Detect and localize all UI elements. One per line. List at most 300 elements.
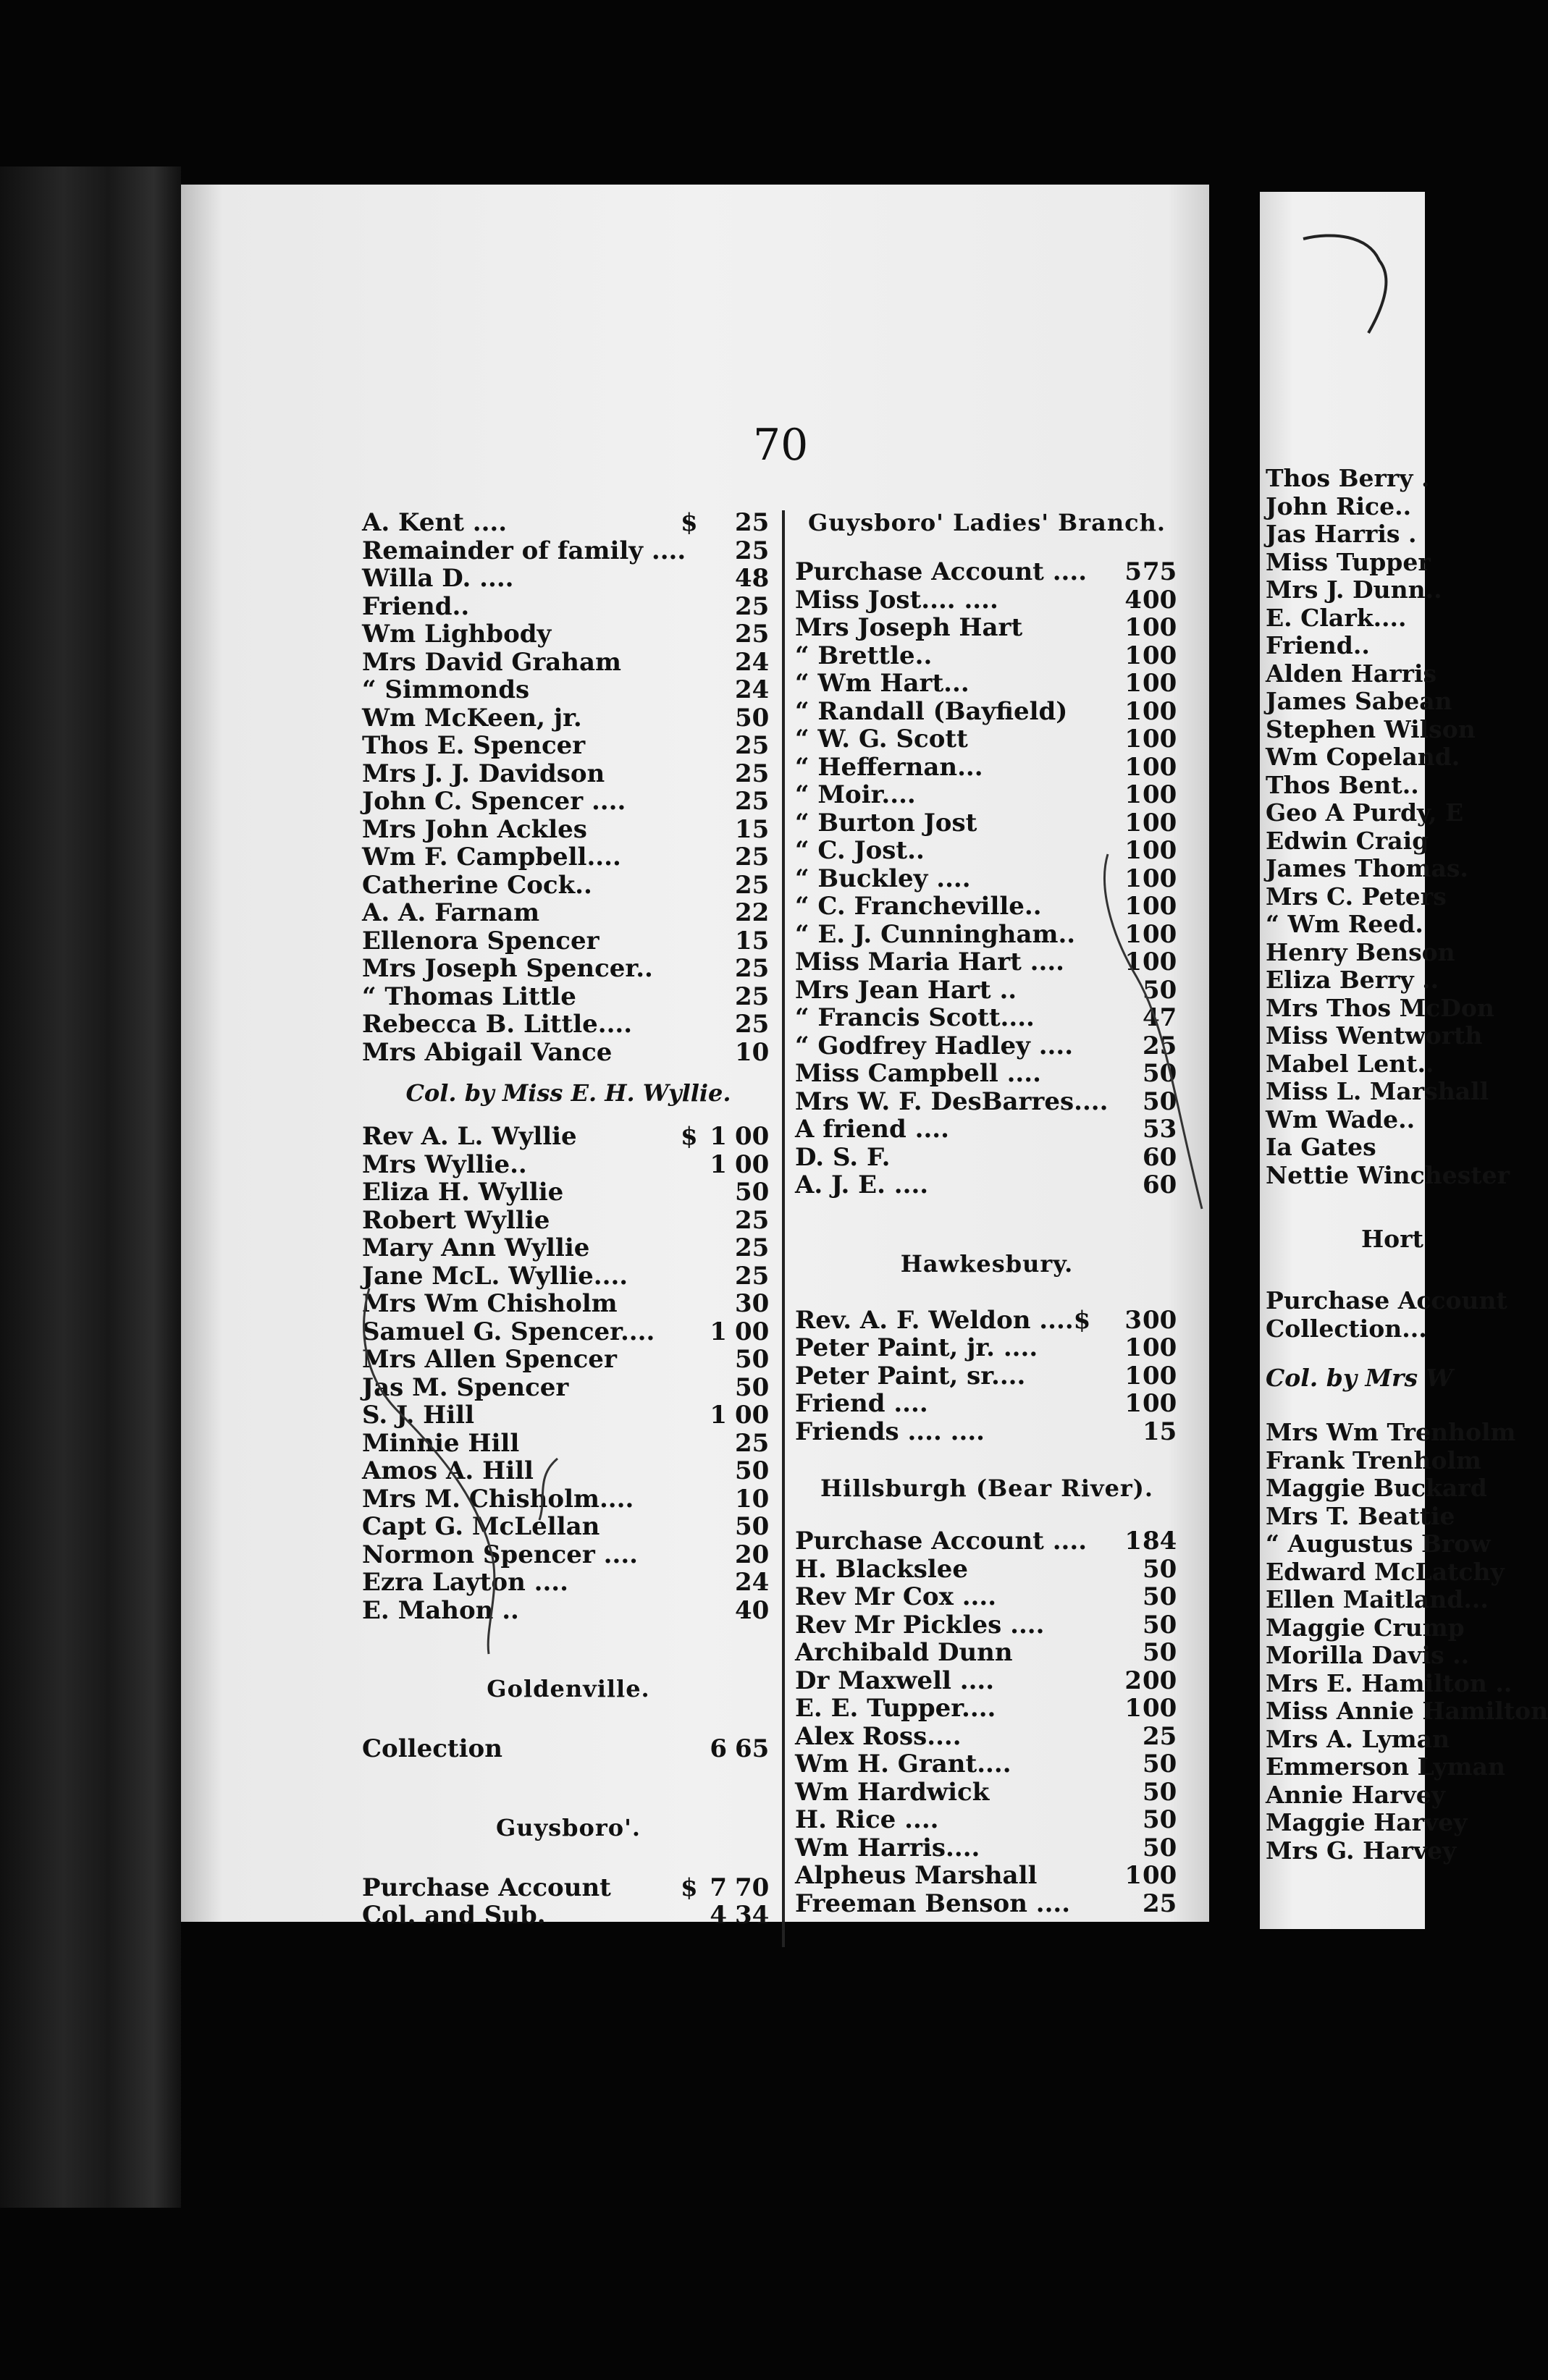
entry-row <box>362 1010 775 1039</box>
entry-row <box>795 1334 1179 1362</box>
next-page-heading: Hort <box>1361 1225 1423 1253</box>
cents-amount: 70 <box>735 1873 770 1902</box>
dollars-amount: 1 <box>1124 1527 1142 1556</box>
cents-amount: 25 <box>735 787 770 816</box>
entry-name: Miss Campbell .... <box>795 1059 1041 1088</box>
entry-name: E. E. Tupper.... <box>795 1694 996 1723</box>
entry-row <box>362 732 775 760</box>
dollars-amount: 1 <box>1124 1333 1142 1362</box>
next-page-entry: Mrs G. Harvey <box>1266 1836 1457 1865</box>
cents-amount: 48 <box>735 564 770 593</box>
next-page-entry: Mrs T. Beattie <box>1266 1501 1455 1530</box>
entry-name: Mrs Joseph Spencer.. <box>362 954 653 983</box>
entry-row <box>362 899 775 927</box>
next-page-entry: Ellen Maitland... <box>1266 1585 1489 1613</box>
section-heading-hillsburgh: Hillsburgh (Bear River). <box>820 1474 1154 1502</box>
entry-name: “ Buckley .... <box>795 864 971 893</box>
entry-name: “ Moir.... <box>795 780 916 809</box>
next-page-entry: “ Wm Reed. <box>1266 910 1423 938</box>
cents-amount: 00 <box>1143 669 1177 698</box>
entry-row <box>362 593 775 621</box>
cents-amount: 00 <box>1143 696 1177 726</box>
entry-name: “ C. Francheville.. <box>795 892 1042 921</box>
cents-amount: 50 <box>1143 1833 1177 1862</box>
entry-name: Dr Maxwell .... <box>795 1666 995 1695</box>
entry-name: Rev. A. F. Weldon ....$ <box>795 1305 1091 1335</box>
entry-row <box>362 872 775 900</box>
next-page-entry: Eliza Berry .. <box>1266 966 1439 994</box>
cents-amount: 00 <box>1143 1305 1177 1335</box>
cents-amount: 50 <box>1143 1750 1177 1778</box>
entry-row <box>362 955 775 983</box>
cents-amount: 50 <box>1143 1582 1177 1611</box>
entry-row <box>362 649 775 677</box>
next-page-entry: Stephen Wilson <box>1266 714 1476 743</box>
dollars-amount: 1 <box>1124 613 1142 642</box>
entry-row <box>795 1667 1179 1695</box>
cents-amount: 15 <box>735 926 770 955</box>
entry-row <box>362 1234 775 1262</box>
next-page-entry: Miss Wentworth <box>1266 1021 1483 1050</box>
cents-amount: 25 <box>735 982 770 1011</box>
entry-name: H. Blackslee <box>795 1554 969 1584</box>
cents-amount: 25 <box>735 1233 770 1262</box>
entry-name: Wm Lighbody <box>362 620 552 649</box>
cents-amount: 00 <box>735 1401 770 1430</box>
entry-name: Amos A. Hill <box>362 1456 534 1485</box>
cents-amount: 75 <box>1143 557 1177 586</box>
next-page-entry: John Rice.. <box>1266 491 1412 520</box>
entry-name: “ Godfrey Hadley .... <box>795 1031 1074 1060</box>
entry-row <box>795 1611 1179 1640</box>
cents-amount: 50 <box>1143 1086 1177 1116</box>
dollars-amount: 1 <box>710 1122 727 1151</box>
entry-row <box>795 725 1179 754</box>
entry-row <box>795 1695 1179 1723</box>
entry-name: Jas M. Spencer <box>362 1372 569 1402</box>
currency-symbol: $ <box>681 1873 698 1902</box>
page-gutter <box>1209 166 1260 2193</box>
next-page-entry: Maggie Buckard <box>1266 1474 1487 1502</box>
entry-name: Mrs M. Chisholm.... <box>362 1484 634 1514</box>
next-page-entry: Thos Bent.. <box>1266 770 1419 799</box>
entry-row <box>795 1750 1179 1778</box>
entry-row <box>795 1307 1179 1335</box>
next-page-entry: Mrs C. Peters <box>1266 882 1447 911</box>
left-column <box>362 509 775 1930</box>
next-page-entry: Frank Trenholm <box>1266 1446 1481 1474</box>
cents-amount: 00 <box>1143 1666 1177 1695</box>
entry-name: Wm Hardwick <box>795 1777 990 1807</box>
next-page-entry: Henry Benson <box>1266 937 1455 966</box>
entry-name: Robert Wyllie <box>362 1205 550 1235</box>
entry-name: Miss Jost.... .... <box>795 585 998 615</box>
entry-name: Purchase Account <box>362 1873 611 1902</box>
next-page-entry: Jas Harris . <box>1266 520 1417 548</box>
dollars-amount: 1 <box>1124 808 1142 837</box>
entry-name: “ Wm Hart... <box>795 669 969 698</box>
dollars-amount: 1 <box>1124 919 1142 949</box>
next-page-entry: James Sabean <box>1266 687 1452 715</box>
entry-row <box>795 1527 1179 1556</box>
cents-amount: 00 <box>735 1149 770 1179</box>
entry-row <box>795 1890 1179 1918</box>
ink-mark-right-column <box>1028 847 1209 1223</box>
page-number: 70 <box>753 420 809 470</box>
entry-name: Wm H. Grant.... <box>795 1750 1011 1778</box>
next-page-entry: Miss Tupper <box>1266 547 1431 576</box>
dollars-amount: 3 <box>1124 1305 1142 1335</box>
dollars-amount: 1 <box>1124 1389 1142 1418</box>
entry-name: Samuel G. Spencer.... <box>362 1317 655 1346</box>
cents-amount: 60 <box>1143 1170 1177 1199</box>
dollars-amount: 1 <box>1124 836 1142 865</box>
cents-amount: 00 <box>1143 919 1177 949</box>
next-page-entry: Mrs Thos McDon <box>1266 993 1494 1022</box>
cents-amount: 10 <box>735 1037 770 1067</box>
cents-amount: 15 <box>735 814 770 844</box>
dollars-amount: 1 <box>1124 780 1142 809</box>
entry-row <box>362 1207 775 1235</box>
cents-amount: 50 <box>1143 1059 1177 1088</box>
next-page-entry: Emmerson Lyman <box>1266 1752 1505 1781</box>
cents-amount: 25 <box>735 620 770 649</box>
column-divider <box>782 510 785 1947</box>
entry-row <box>362 1178 775 1207</box>
next-page-entry: Ia Gates <box>1266 1133 1376 1161</box>
next-page-entry: Miss Annie Hamilton <box>1266 1697 1548 1725</box>
entry-name: Mrs Wm Chisholm <box>362 1289 618 1318</box>
entry-name: Mary Ann Wyllie <box>362 1233 590 1262</box>
next-page-entry: Thos Berry . <box>1266 464 1430 492</box>
cents-amount: 00 <box>1143 1333 1177 1362</box>
cents-amount: 25 <box>735 1261 770 1291</box>
dollars-amount: 1 <box>710 1317 727 1346</box>
cents-amount: 50 <box>1143 1554 1177 1584</box>
cents-amount: 25 <box>735 591 770 621</box>
dollars-amount: 5 <box>1124 557 1142 586</box>
entry-row <box>362 537 775 565</box>
entry-row <box>362 843 775 872</box>
dollars-amount: 1 <box>1124 948 1142 976</box>
entry-row <box>362 1039 775 1067</box>
entry-row <box>362 1151 775 1179</box>
dollars-amount: 1 <box>710 1149 727 1179</box>
entry-name: A friend .... <box>795 1115 949 1144</box>
entry-name: Wm F. Campbell.... <box>362 843 621 872</box>
entry-row <box>362 509 775 537</box>
cents-amount: 53 <box>1143 1115 1177 1144</box>
entry-name: Rebecca B. Little.... <box>362 1010 633 1039</box>
dollars-amount: 1 <box>1124 669 1142 698</box>
entry-row <box>795 1778 1179 1807</box>
dollars-amount: 1 <box>1124 752 1142 782</box>
entry-name: Purchase Account .... <box>795 1527 1088 1556</box>
entry-row <box>795 1390 1179 1418</box>
entry-name: A. J. E. .... <box>795 1170 929 1199</box>
entry-row <box>795 698 1179 726</box>
cents-amount: 25 <box>1143 1031 1177 1060</box>
next-page-fragment <box>1260 192 1548 1929</box>
dollars-amount: 1 <box>710 1401 727 1430</box>
cents-amount: 50 <box>735 1372 770 1402</box>
next-page-entry: Friend.. <box>1266 631 1370 659</box>
next-page-entry: Mabel Lent.. <box>1266 1049 1434 1078</box>
entry-name: “ Randall (Bayfield) <box>795 696 1068 726</box>
entry-name: Jane McL. Wyllie.... <box>362 1261 628 1291</box>
next-page-entry: E. Clark.... <box>1266 603 1407 632</box>
entry-name: D. S. F. <box>795 1142 891 1172</box>
entry-name: “ W. G. Scott <box>795 725 968 754</box>
cents-amount: 00 <box>1143 864 1177 893</box>
entry-name: A. Kent .... <box>362 508 508 537</box>
cents-amount: 34 <box>735 1901 770 1930</box>
entry-name: “ Thomas Little <box>362 982 576 1011</box>
cents-amount: 00 <box>1143 585 1177 615</box>
dollars-amount: 4 <box>710 1901 727 1930</box>
cents-amount: 50 <box>1143 1777 1177 1807</box>
entry-name: Catherine Cock.. <box>362 870 592 900</box>
cents-amount: 24 <box>735 675 770 704</box>
entry-name: “ Burton Jost <box>795 808 977 837</box>
dollars-amount: 1 <box>1124 725 1142 754</box>
cents-amount: 22 <box>735 898 770 927</box>
cents-amount: 00 <box>1143 808 1177 837</box>
entry-name: Ezra Layton .... <box>362 1568 568 1597</box>
cents-amount: 00 <box>1143 725 1177 754</box>
entry-name: “ C. Jost.. <box>795 836 925 865</box>
entry-row <box>362 816 775 844</box>
dollars-amount: 1 <box>1124 641 1142 670</box>
entry-row <box>795 754 1179 782</box>
entry-row <box>362 1902 775 1930</box>
entry-name: Peter Paint, sr.... <box>795 1361 1026 1391</box>
ink-mark-left-column <box>355 1281 572 1658</box>
entry-name: Alex Ross.... <box>795 1721 962 1751</box>
currency-symbol: $ <box>681 508 698 537</box>
cents-amount: 15 <box>1143 1417 1177 1446</box>
entry-name: Ellenora Spencer <box>362 926 600 955</box>
cents-amount: 25 <box>735 508 770 537</box>
section-heading-goldenville: Goldenville. <box>487 1675 650 1702</box>
cents-amount: 25 <box>735 843 770 872</box>
entry-row <box>795 1583 1179 1611</box>
dollars-amount: 1 <box>1124 864 1142 893</box>
next-page-entry: Geo A Purdy, E <box>1266 798 1464 827</box>
entry-row <box>362 760 775 788</box>
entry-row <box>795 1639 1179 1667</box>
cents-amount: 00 <box>735 1317 770 1346</box>
next-page-entry: Edwin Craig <box>1266 826 1429 855</box>
entry-name: Wm Harris.... <box>795 1833 980 1862</box>
entry-name: H. Rice .... <box>795 1805 939 1834</box>
next-page-entry: Mrs J. Dunn.. <box>1266 575 1442 604</box>
entry-row <box>795 781 1179 809</box>
entry-row <box>362 1735 775 1763</box>
section-heading-ladies-branch: Guysboro' Ladies' Branch. <box>808 509 1166 536</box>
collector-subheading: Col. by Miss E. H. Wyllie. <box>405 1079 731 1107</box>
entry-row <box>795 1362 1179 1391</box>
cents-amount: 00 <box>1143 613 1177 642</box>
entry-name: Purchase Account .... <box>795 557 1088 586</box>
next-page-entry: Alden Harris <box>1266 659 1437 688</box>
cents-amount: 00 <box>1143 1361 1177 1391</box>
entry-row <box>795 558 1179 586</box>
dollars-amount: 4 <box>1124 585 1142 615</box>
next-page-entry: James Thomas. <box>1266 854 1468 882</box>
entry-name: “ Francis Scott.... <box>795 1003 1035 1032</box>
entry-name: Archibald Dunn <box>795 1638 1013 1667</box>
entry-name: Mrs David Graham <box>362 647 622 677</box>
cents-amount: 40 <box>735 1595 770 1625</box>
next-page-entry: Morilla Davis .. <box>1266 1641 1470 1669</box>
cents-amount: 25 <box>735 954 770 983</box>
cents-amount: 50 <box>1143 1610 1177 1640</box>
cents-amount: 50 <box>735 1456 770 1485</box>
entry-row <box>362 1874 775 1902</box>
entry-name: Mrs W. F. DesBarres.... <box>795 1086 1109 1116</box>
next-page-entry: Mrs A. Lyman <box>1266 1724 1450 1753</box>
entry-name: Capt G. McLellan <box>362 1512 600 1541</box>
cents-amount: 00 <box>1143 948 1177 976</box>
section-heading-guysboro: Guysboro'. <box>495 1813 642 1841</box>
cents-amount: 00 <box>735 1122 770 1151</box>
entry-name: Col. and Sub. <box>362 1901 546 1930</box>
dollars-amount: 1 <box>1124 892 1142 921</box>
entry-name: E. Mahon .. <box>362 1595 519 1625</box>
entry-name: Mrs John Ackles <box>362 814 587 844</box>
entry-name: Rev Mr Cox .... <box>795 1582 997 1611</box>
next-page-entry: Mrs E. Hamilton .. <box>1266 1668 1513 1697</box>
cents-amount: 24 <box>735 1568 770 1597</box>
next-page-entry: Maggie Harvey <box>1266 1808 1468 1836</box>
cents-amount: 00 <box>1143 1861 1177 1890</box>
entry-name: Friends .... .... <box>795 1417 985 1446</box>
cents-amount: 25 <box>735 1428 770 1458</box>
cents-amount: 50 <box>1143 975 1177 1005</box>
entry-row <box>795 1862 1179 1890</box>
next-page-entry: Purchase Account <box>1266 1286 1507 1315</box>
entry-name: Friend .... <box>795 1389 928 1418</box>
next-page-entry: Miss L. Marshall <box>1266 1077 1489 1105</box>
cents-amount: 50 <box>1143 1638 1177 1667</box>
entry-name: Freeman Benson .... <box>795 1889 1071 1918</box>
entry-name: Rev A. L. Wyllie <box>362 1122 577 1151</box>
cents-amount: 00 <box>1143 780 1177 809</box>
cents-amount: 65 <box>735 1734 770 1763</box>
cents-amount: 25 <box>735 731 770 760</box>
cents-amount: 25 <box>735 759 770 788</box>
dollars-amount: 2 <box>1124 1666 1142 1695</box>
entry-row <box>795 670 1179 698</box>
cents-amount: 84 <box>1143 1527 1177 1556</box>
entry-name: Mrs Allen Spencer <box>362 1345 617 1374</box>
entry-name: Mrs Abigail Vance <box>362 1037 613 1067</box>
entry-name: Wm McKeen, jr. <box>362 703 582 733</box>
cents-amount: 50 <box>1143 1805 1177 1834</box>
entry-name: Minnie Hill <box>362 1428 520 1458</box>
cents-amount: 60 <box>1143 1142 1177 1172</box>
entry-row <box>795 1806 1179 1834</box>
cents-amount: 25 <box>735 1205 770 1235</box>
cents-amount: 50 <box>735 1512 770 1541</box>
section-heading-hawkesbury: Hawkesbury. <box>900 1249 1074 1278</box>
entry-name: S. J. Hill <box>362 1401 475 1430</box>
entry-name: Friend.. <box>362 591 470 621</box>
entry-name: John C. Spencer .... <box>362 787 626 816</box>
entry-name: Mrs Joseph Hart <box>795 613 1023 642</box>
next-page-entry: Annie Harvey <box>1266 1780 1445 1809</box>
next-page-entry: Nettie Winchester <box>1266 1160 1510 1189</box>
cents-amount: 25 <box>1143 1889 1177 1918</box>
cents-amount: 50 <box>735 703 770 733</box>
next-page-entry: Wm Wade.. <box>1266 1105 1416 1134</box>
currency-symbol: $ <box>681 1122 698 1151</box>
entry-name: Remainder of family .... <box>362 536 686 565</box>
cents-amount: 20 <box>735 1540 770 1569</box>
entry-row <box>795 1556 1179 1584</box>
entry-row <box>362 704 775 733</box>
dollars-amount: 6 <box>710 1734 727 1763</box>
next-page-entry: Mrs Wm Trenholm <box>1266 1418 1516 1446</box>
entry-row <box>795 1834 1179 1862</box>
entry-row <box>362 620 775 649</box>
next-page-entry: Collection... <box>1266 1314 1427 1343</box>
cents-amount: 50 <box>735 1178 770 1207</box>
cents-amount: 50 <box>735 1345 770 1374</box>
entry-name: “ E. J. Cunningham.. <box>795 919 1076 949</box>
entry-row <box>795 642 1179 670</box>
dollars-amount: 1 <box>1124 1361 1142 1391</box>
entry-row <box>795 1723 1179 1751</box>
dollars-amount: 1 <box>1124 1694 1142 1723</box>
cents-amount: 24 <box>735 647 770 677</box>
entry-row <box>362 983 775 1011</box>
entry-name: Mrs J. J. Davidson <box>362 759 605 788</box>
entry-name: Mrs Jean Hart .. <box>795 975 1017 1005</box>
entry-row <box>795 1418 1179 1446</box>
cents-amount: 00 <box>1143 641 1177 670</box>
entry-name: Normon Spencer .... <box>362 1540 638 1569</box>
next-page-entry: Edward McLatchy <box>1266 1557 1505 1586</box>
entry-row <box>362 1123 775 1151</box>
cents-amount: 00 <box>1143 892 1177 921</box>
dollars-amount: 1 <box>1124 1861 1142 1890</box>
entry-name: Miss Maria Hart .... <box>795 948 1064 976</box>
book-binding <box>0 166 181 2208</box>
entry-name: Eliza H. Wyllie <box>362 1178 564 1207</box>
entry-row <box>362 565 775 593</box>
entry-name: “ Brettle.. <box>795 641 933 670</box>
entry-row <box>362 788 775 816</box>
entry-name: Thos E. Spencer <box>362 731 586 760</box>
cents-amount: 47 <box>1143 1003 1177 1032</box>
entry-name: Willa D. .... <box>362 564 514 593</box>
entry-name: Alpheus Marshall <box>795 1861 1038 1890</box>
entry-name: Mrs Wyllie.. <box>362 1149 527 1179</box>
entry-row <box>795 586 1179 615</box>
entry-row <box>362 676 775 704</box>
next-page-entry: Maggie Crump <box>1266 1613 1465 1642</box>
cents-amount: 25 <box>735 870 770 900</box>
ink-mark-next-page <box>1260 192 1425 337</box>
entry-row <box>362 927 775 955</box>
entry-row <box>795 614 1179 642</box>
cents-amount: 00 <box>1143 1694 1177 1723</box>
entry-name: Rev Mr Pickles .... <box>795 1610 1045 1640</box>
entry-row <box>795 809 1179 837</box>
entry-name: “ Simmonds <box>362 675 530 704</box>
